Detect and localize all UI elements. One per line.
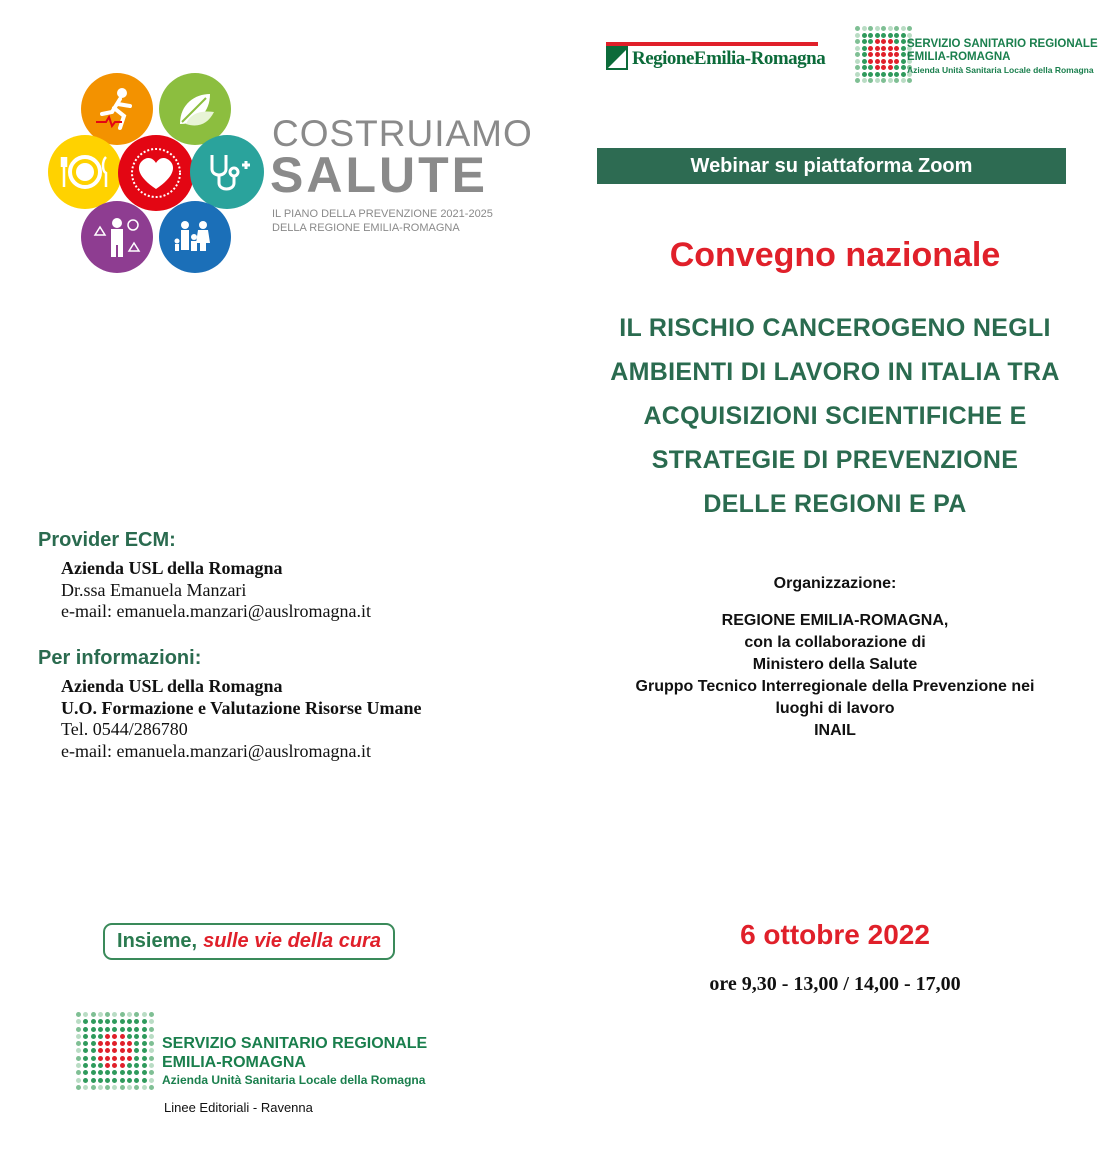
ssr-dot xyxy=(76,1085,81,1090)
ssr-dot xyxy=(875,39,880,44)
ssr-dot xyxy=(127,1056,132,1061)
ssr-dot xyxy=(881,39,886,44)
ssr-dot xyxy=(83,1041,88,1046)
ssr-dot xyxy=(855,52,860,57)
ssr-dot xyxy=(91,1056,96,1061)
ssr-dot xyxy=(112,1056,117,1061)
ssr-dot xyxy=(134,1056,139,1061)
ssr-dot xyxy=(142,1048,147,1053)
ssr-dot xyxy=(901,59,906,64)
informazioni-unit: U.O. Formazione e Valutazione Risorse Umane xyxy=(61,697,422,718)
ssr-dot xyxy=(855,72,860,77)
ssr-dot xyxy=(868,33,873,38)
organizzazione-line: Ministero della Salute xyxy=(752,656,918,673)
ssr-dot xyxy=(91,1078,96,1083)
ssr-footer-line3: Azienda Unità Sanitaria Locale della Romagna xyxy=(162,1073,426,1087)
ssr-dot xyxy=(901,33,906,38)
ssr-dot xyxy=(894,72,899,77)
ssr-dot xyxy=(98,1048,103,1053)
ssr-dot xyxy=(127,1085,132,1090)
ssr-dot xyxy=(120,1070,125,1075)
ssr-dot xyxy=(868,59,873,64)
ssr-dot xyxy=(881,65,886,70)
ssr-dot xyxy=(127,1034,132,1039)
ssr-dot xyxy=(112,1019,117,1024)
ssr-dot xyxy=(901,46,906,51)
organizzazione-line: REGIONE EMILIA-ROMAGNA, xyxy=(721,612,949,629)
ssr-dot xyxy=(83,1012,88,1017)
ssr-dot xyxy=(127,1012,132,1017)
ssr-dot xyxy=(875,46,880,51)
ssr-dot xyxy=(112,1027,117,1032)
ssr-dot xyxy=(888,78,893,83)
ssr-dot xyxy=(83,1034,88,1039)
ssr-dot xyxy=(120,1085,125,1090)
ssr-dot xyxy=(149,1012,154,1017)
ssr-dot xyxy=(105,1012,110,1017)
ssr-dot xyxy=(76,1070,81,1075)
ssr-dot xyxy=(91,1041,96,1046)
ssr-dot xyxy=(120,1019,125,1024)
ssr-dot xyxy=(862,46,867,51)
webinar-banner: Webinar su piattaforma Zoom xyxy=(597,148,1066,184)
organizzazione-line: Gruppo Tecnico Interregionale della Prevenzione nei xyxy=(635,678,1035,695)
ssr-dot xyxy=(881,33,886,38)
ssr-dot xyxy=(120,1041,125,1046)
ssr-dot xyxy=(98,1078,103,1083)
ssr-dot xyxy=(83,1027,88,1032)
ssr-dot xyxy=(901,26,906,31)
ssr-dot xyxy=(127,1027,132,1032)
ssr-dot xyxy=(98,1034,103,1039)
ssr-dot xyxy=(76,1056,81,1061)
family-icon xyxy=(159,201,231,273)
ssr-dot xyxy=(149,1048,154,1053)
ssr-dot xyxy=(149,1019,154,1024)
insieme-part1: Insieme, xyxy=(117,930,198,952)
ssr-dot xyxy=(881,46,886,51)
provider-person: Dr.ssa Emanuela Manzari xyxy=(61,579,247,600)
informazioni-heading: Per informazioni: xyxy=(38,647,202,669)
ssr-dot xyxy=(83,1056,88,1061)
ssr-dots-icon xyxy=(76,1012,154,1090)
ssr-dot xyxy=(875,72,880,77)
ssr-dot xyxy=(91,1019,96,1024)
ssr-dot xyxy=(881,59,886,64)
informazioni-block xyxy=(61,676,421,762)
ssr-dot xyxy=(120,1063,125,1068)
provider-org: Azienda USL della Romagna xyxy=(61,558,283,578)
ssr-dot xyxy=(134,1012,139,1017)
ssr-dot xyxy=(76,1012,81,1017)
ssr-dot xyxy=(98,1085,103,1090)
convegno-heading: Convegno nazionale xyxy=(669,236,1001,274)
ssr-dot xyxy=(76,1019,81,1024)
ssr-dot xyxy=(868,26,873,31)
costruiamo-salute-logo xyxy=(45,65,245,275)
ssr-dot xyxy=(862,59,867,64)
ssr-dot xyxy=(127,1063,132,1068)
ssr-dot xyxy=(868,52,873,57)
ssr-dot xyxy=(894,78,899,83)
informazioni-email[interactable]: e-mail: emanuela.manzari@auslromagna.it xyxy=(61,740,371,761)
ssr-dot xyxy=(120,1012,125,1017)
ssr-dot xyxy=(855,46,860,51)
ssr-dot xyxy=(875,26,880,31)
ssr-dot xyxy=(120,1048,125,1053)
ssr-dot xyxy=(881,72,886,77)
ssr-dot xyxy=(881,52,886,57)
ssr-logo-footer xyxy=(76,1012,446,1092)
ssr-dot xyxy=(855,59,860,64)
event-title-line: STRATEGIE DI PREVENZIONE xyxy=(651,446,1019,474)
ssr-dot xyxy=(134,1085,139,1090)
ssr-dot xyxy=(105,1034,110,1039)
ssr-dot xyxy=(83,1078,88,1083)
ssr-dot xyxy=(142,1027,147,1032)
ssr-dot xyxy=(142,1070,147,1075)
ssr-dot xyxy=(112,1085,117,1090)
ssr-dot xyxy=(91,1063,96,1068)
ssr-dot xyxy=(105,1063,110,1068)
provider-block xyxy=(61,558,371,623)
ssr-dot xyxy=(105,1019,110,1024)
ssr-dot xyxy=(83,1085,88,1090)
ssr-dot xyxy=(127,1041,132,1046)
ssr-dot xyxy=(149,1041,154,1046)
ssr-dot xyxy=(855,39,860,44)
ssr-dot xyxy=(98,1041,103,1046)
plate-cutlery-icon xyxy=(48,135,122,209)
ssr-dot xyxy=(76,1041,81,1046)
ssr-dot xyxy=(142,1078,147,1083)
ssr-dot xyxy=(76,1034,81,1039)
ssr-dot xyxy=(894,33,899,38)
ssr-dot xyxy=(855,33,860,38)
ssr-dot xyxy=(862,33,867,38)
ssr-dot xyxy=(76,1048,81,1053)
ssr-dot xyxy=(894,39,899,44)
organizzazione-heading: Organizzazione: xyxy=(773,575,897,592)
ssr-dot xyxy=(862,65,867,70)
logo-title-line2: SALUTE xyxy=(270,147,488,203)
ssr-dot xyxy=(894,46,899,51)
organizzazione-line: con la collaborazione di xyxy=(744,634,926,651)
ssr-dot xyxy=(149,1063,154,1068)
ssr-dot xyxy=(112,1063,117,1068)
logo-title-line1: COSTRUIAMO xyxy=(272,113,533,154)
ssr-dot xyxy=(83,1048,88,1053)
ssr-dot xyxy=(901,65,906,70)
ssr-dot xyxy=(888,65,893,70)
ssr-dot xyxy=(120,1078,125,1083)
ssr-dot xyxy=(83,1070,88,1075)
ssr-dot xyxy=(134,1070,139,1075)
worker-hazards-icon xyxy=(81,201,153,273)
informazioni-org: Azienda USL della Romagna xyxy=(61,676,283,696)
ssr-dot xyxy=(98,1027,103,1032)
insieme-part2: sulle vie della cura xyxy=(203,930,381,952)
ssr-dot xyxy=(888,72,893,77)
ssr-dot xyxy=(901,39,906,44)
ssr-dot xyxy=(901,72,906,77)
ssr-dot xyxy=(142,1063,147,1068)
ssr-dot xyxy=(875,65,880,70)
provider-email[interactable]: e-mail: emanuela.manzari@auslromagna.it xyxy=(61,601,371,621)
ssr-dot xyxy=(149,1027,154,1032)
running-icon xyxy=(81,73,153,145)
ssr-dot xyxy=(112,1034,117,1039)
event-title-line: ACQUISIZIONI SCIENTIFICHE E xyxy=(643,402,1027,430)
ssr-dot xyxy=(91,1085,96,1090)
ssr-dot xyxy=(105,1056,110,1061)
ssr-dot xyxy=(881,26,886,31)
ssr-dot xyxy=(901,78,906,83)
ssr-dot xyxy=(98,1019,103,1024)
event-title-line: AMBIENTI DI LAVORO IN ITALIA TRA xyxy=(610,358,1060,386)
event-hours: ore 9,30 - 13,00 / 14,00 - 17,00 xyxy=(709,973,961,995)
logo-subtitle-line2: DELLA REGIONE EMILIA-ROMAGNA xyxy=(272,222,460,234)
ssr-dot xyxy=(142,1012,147,1017)
logo-subtitle-line1: IL PIANO DELLA PREVENZIONE 2021-2025 xyxy=(272,208,493,220)
ssr-dot xyxy=(91,1034,96,1039)
ssr-dot xyxy=(120,1056,125,1061)
ssr-dot xyxy=(862,78,867,83)
leaves-icon xyxy=(159,73,231,145)
provider-heading: Provider ECM: xyxy=(38,529,176,551)
ssr-dot xyxy=(112,1041,117,1046)
ssr-dot xyxy=(91,1012,96,1017)
ssr-dot xyxy=(888,52,893,57)
ssr-dot xyxy=(112,1048,117,1053)
event-title xyxy=(600,306,1070,526)
stethoscope-icon xyxy=(190,135,264,209)
ssr-dot xyxy=(112,1078,117,1083)
ssr-dot xyxy=(894,65,899,70)
ssr-dot xyxy=(127,1070,132,1075)
ssr-dot xyxy=(105,1027,110,1032)
ssr-dot xyxy=(98,1070,103,1075)
ssr-dot xyxy=(105,1078,110,1083)
ssr-dot xyxy=(149,1078,154,1083)
heart-icon xyxy=(118,135,194,211)
ssr-dot xyxy=(127,1048,132,1053)
event-title-line: DELLE REGIONI E PA xyxy=(703,490,967,518)
ssr-dot xyxy=(134,1019,139,1024)
organizzazione-list xyxy=(600,610,1070,742)
ssr-dot xyxy=(134,1063,139,1068)
ssr-dot xyxy=(875,59,880,64)
ssr-dot xyxy=(888,39,893,44)
event-title-line: IL RISCHIO CANCEROGENO NEGLI xyxy=(619,314,1051,342)
ssr-dot xyxy=(83,1019,88,1024)
ssr-dot xyxy=(105,1041,110,1046)
ssr-dot xyxy=(894,26,899,31)
ssr-dot xyxy=(901,52,906,57)
ssr-dots-icon xyxy=(855,26,912,83)
ssr-dot xyxy=(862,52,867,57)
ssr-dot xyxy=(98,1012,103,1017)
ssr-dot xyxy=(868,46,873,51)
ssr-dot xyxy=(868,78,873,83)
ssr-dot xyxy=(862,39,867,44)
ssr-dot xyxy=(855,26,860,31)
ssr-dot xyxy=(888,59,893,64)
organizzazione-line: luoghi di lavoro xyxy=(775,700,895,717)
ssr-dot xyxy=(149,1070,154,1075)
ssr-dot xyxy=(76,1027,81,1032)
ssr-dot xyxy=(907,78,912,83)
organizzazione-line: INAIL xyxy=(814,722,856,739)
ssr-dot xyxy=(91,1027,96,1032)
ssr-dot xyxy=(134,1048,139,1053)
ssr-header-line2: EMILIA-ROMAGNA xyxy=(907,51,1011,63)
ssr-dot xyxy=(112,1012,117,1017)
ssr-dot xyxy=(134,1034,139,1039)
ssr-footer-line2: EMILIA-ROMAGNA xyxy=(162,1054,306,1071)
ssr-dot xyxy=(149,1056,154,1061)
regione-emilia-romagna-logo xyxy=(606,42,826,72)
ssr-dot xyxy=(894,59,899,64)
ssr-dot xyxy=(888,46,893,51)
ssr-dot xyxy=(875,78,880,83)
ssr-dot xyxy=(855,65,860,70)
ssr-dot xyxy=(105,1085,110,1090)
ssr-dot xyxy=(868,65,873,70)
ssr-dot xyxy=(907,33,912,38)
ssr-dot xyxy=(98,1056,103,1061)
ssr-dot xyxy=(83,1063,88,1068)
ssr-dot xyxy=(149,1034,154,1039)
event-date: 6 ottobre 2022 xyxy=(740,919,930,950)
ssr-dot xyxy=(134,1078,139,1083)
ssr-logo-header xyxy=(855,26,1098,78)
ssr-dot xyxy=(134,1041,139,1046)
informazioni-tel: Tel. 0544/286780 xyxy=(61,719,188,739)
ssr-dot xyxy=(142,1085,147,1090)
ssr-dot xyxy=(112,1070,117,1075)
ssr-dot xyxy=(91,1070,96,1075)
ssr-dot xyxy=(76,1063,81,1068)
insieme-badge xyxy=(103,923,395,960)
ssr-dot xyxy=(76,1078,81,1083)
ssr-dot xyxy=(120,1034,125,1039)
ssr-dot xyxy=(142,1056,147,1061)
ssr-footer-line1: SERVIZIO SANITARIO REGIONALE xyxy=(162,1035,428,1052)
ssr-dot xyxy=(127,1019,132,1024)
ssr-dot xyxy=(868,72,873,77)
ssr-dot xyxy=(907,26,912,31)
ssr-dot xyxy=(142,1041,147,1046)
ssr-dot xyxy=(868,39,873,44)
ssr-dot xyxy=(134,1027,139,1032)
ssr-dot xyxy=(875,52,880,57)
ssr-dot xyxy=(888,26,893,31)
ssr-dot xyxy=(142,1034,147,1039)
ssr-dot xyxy=(105,1070,110,1075)
ssr-dot xyxy=(98,1063,103,1068)
ssr-dot xyxy=(862,72,867,77)
ssr-dot xyxy=(142,1019,147,1024)
ssr-dot xyxy=(881,78,886,83)
ssr-dot xyxy=(855,78,860,83)
ssr-dot xyxy=(120,1027,125,1032)
linee-editoriali: Linee Editoriali - Ravenna xyxy=(164,1100,313,1115)
ssr-dot xyxy=(888,33,893,38)
regione-logo-text: RegioneEmilia-Romagna xyxy=(632,48,826,69)
ssr-dot xyxy=(862,26,867,31)
ssr-header-line1: SERVIZIO SANITARIO REGIONALE xyxy=(907,38,1098,50)
ssr-dot xyxy=(105,1048,110,1053)
ssr-dot xyxy=(127,1078,132,1083)
ssr-dot xyxy=(149,1085,154,1090)
ssr-dot xyxy=(875,33,880,38)
ssr-dot xyxy=(91,1048,96,1053)
ssr-header-line3: Azienda Unità Sanitaria Locale della Romagna xyxy=(907,65,1094,75)
ssr-dot xyxy=(894,52,899,57)
